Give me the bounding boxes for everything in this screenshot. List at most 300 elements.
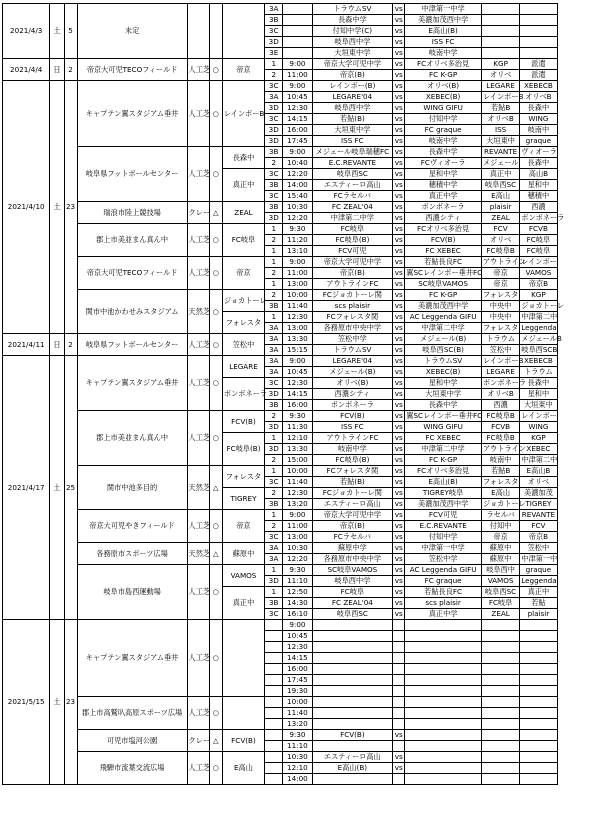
- referee-2-cell: 中津第二中: [521, 312, 558, 321]
- home-team-cell: 若鮎(B): [312, 114, 393, 125]
- referee-2-cell: KGP: [520, 290, 557, 301]
- kickoff-time-cell: 9:30: [283, 565, 312, 576]
- venue-name-cell: キャプテン翼スタジアム垂井: [77, 620, 187, 697]
- referee-2-cell: 中津第一中: [521, 554, 558, 563]
- vs-label: vs: [393, 4, 405, 15]
- referee-2-cell: レインボー: [521, 411, 557, 420]
- vs-label: [393, 642, 405, 653]
- kickoff-time-cell: 10:00: [283, 697, 312, 708]
- kickoff-time-cell: 15:15: [283, 345, 312, 356]
- referee-2-cell: 星和中: [520, 389, 557, 400]
- away-team-cell: 真正中学: [405, 191, 482, 202]
- referee-1-cell: 中央中: [481, 301, 519, 312]
- home-team-cell: FC岐阜(B): [312, 455, 393, 466]
- referee-2-cell: 中津第二中: [521, 455, 558, 464]
- kickoff-time-cell: 10:45: [283, 367, 312, 378]
- away-team-cell: [405, 774, 482, 785]
- away-team-cell: 付知中学: [405, 114, 482, 125]
- surface-cell: 人工芝: [187, 620, 209, 697]
- referee-2-cell: [520, 686, 557, 697]
- kickoff-time-cell: 12:30: [283, 642, 312, 653]
- vs-label: vs: [393, 576, 405, 587]
- host-team-cell: ボンボネーラ: [222, 378, 264, 411]
- referee-1-cell: [481, 686, 519, 697]
- vs-label: vs: [393, 235, 405, 246]
- home-team-cell: 各務原市中央中学: [312, 323, 393, 334]
- away-team-cell: 付知中学: [405, 532, 482, 543]
- away-team-cell: E高山(B): [405, 477, 482, 488]
- field-mark-cell: ○: [209, 224, 222, 257]
- away-team-cell: FC XEBEC: [405, 246, 482, 257]
- referee-1-cell: KGP: [481, 59, 519, 70]
- surface-cell: 人工芝: [187, 147, 209, 202]
- referee-2-cell: 笠松中: [520, 543, 557, 554]
- away-team-cell: [405, 686, 482, 697]
- field-mark-cell: ○: [209, 81, 222, 147]
- division-cell: 3A: [265, 554, 283, 565]
- kickoff-time-cell: 13:30: [283, 444, 312, 455]
- home-team-cell: [312, 686, 393, 697]
- referee-2-cell: 穂積中: [520, 191, 557, 202]
- division-cell: [265, 653, 283, 664]
- kickoff-time-cell: 12:30: [283, 378, 312, 389]
- division-cell: 3C: [265, 169, 283, 180]
- vs-label: vs: [393, 301, 405, 312]
- match-count-cell: 23: [64, 81, 77, 334]
- referee-2-cell: Leggenda: [521, 576, 557, 585]
- kickoff-time-cell: [283, 15, 312, 26]
- home-team-cell: FCジョカトーレ関: [312, 488, 393, 499]
- kickoff-time-cell: 12:20: [283, 169, 312, 180]
- table-row: [3, 4, 596, 15]
- field-mark-cell: ○: [209, 697, 222, 730]
- kickoff-time-cell: 14:30: [283, 598, 312, 609]
- division-cell: 1: [265, 224, 283, 235]
- kickoff-time-cell: 12:20: [283, 213, 312, 224]
- vs-label: vs: [393, 268, 405, 279]
- venue-name-cell: キャプテン翼スタジアム垂井: [77, 356, 187, 411]
- division-cell: 3D: [265, 136, 283, 147]
- referee-1-cell: オリベB: [481, 114, 519, 125]
- kickoff-time-cell: 9:00: [283, 81, 312, 92]
- referee-2-cell: [520, 26, 557, 37]
- vs-label: vs: [393, 279, 405, 290]
- home-team-cell: [312, 631, 393, 642]
- referee-2-cell: 帝京B: [520, 279, 557, 290]
- away-team-cell: 美濃加茂西中学: [405, 301, 482, 312]
- vs-label: vs: [393, 257, 405, 268]
- referee-1-cell: 帝京: [481, 279, 519, 290]
- division-cell: 3B: [265, 301, 283, 312]
- referee-2-cell: オリベB: [520, 92, 557, 103]
- host-team-cell: 帝京: [222, 257, 264, 290]
- referee-1-cell: E高山: [481, 488, 519, 499]
- division-cell: 2: [265, 235, 283, 246]
- vs-label: vs: [393, 752, 405, 763]
- referee-2-cell: [520, 620, 557, 631]
- kickoff-time-cell: 10:30: [283, 752, 312, 763]
- away-team-cell: [405, 741, 482, 752]
- home-team-cell: エスティーロ高山: [312, 499, 393, 510]
- home-team-cell: FC岐阜: [312, 224, 393, 235]
- venue-name-cell: 未定: [77, 4, 187, 59]
- referee-2-cell: メジェールB: [521, 334, 562, 343]
- kickoff-time-cell: 9:00: [283, 257, 312, 268]
- home-team-cell: 大垣東中学: [312, 125, 393, 136]
- kickoff-time-cell: 14:15: [283, 389, 312, 400]
- division-cell: 3D: [265, 125, 283, 136]
- division-cell: [265, 620, 283, 631]
- referee-2-cell: 長森中: [520, 103, 557, 114]
- referee-1-cell: LEGARE: [481, 81, 519, 92]
- home-team-cell: 中津第二中学: [312, 213, 393, 224]
- home-team-cell: ボンボネーラ: [312, 400, 393, 411]
- vs-label: [393, 719, 405, 730]
- division-cell: 1: [265, 587, 283, 598]
- referee-2-cell: トラウム: [520, 367, 557, 378]
- venue-name-cell: 帝京大可児TECOフィールド: [77, 257, 187, 290]
- referee-1-cell: E高山: [481, 191, 519, 202]
- referee-2-cell: FCVB: [520, 224, 557, 235]
- referee-1-cell: 笠松中: [481, 345, 519, 356]
- away-team-cell: 翼SCレインボー垂井FC: [406, 411, 483, 420]
- away-team-cell: 中津第一中学: [405, 4, 482, 15]
- home-team-cell: エスティーロ高山: [312, 180, 393, 191]
- division-cell: 1: [265, 466, 283, 477]
- kickoff-time-cell: 16:10: [283, 609, 312, 620]
- division-cell: 2: [265, 290, 283, 301]
- kickoff-time-cell: 11:40: [283, 301, 312, 312]
- referee-2-cell: 長森中: [520, 158, 557, 169]
- home-team-cell: [312, 675, 393, 686]
- referee-1-cell: [481, 719, 519, 730]
- referee-1-cell: 岐南中: [481, 455, 519, 466]
- vs-label: vs: [393, 224, 405, 235]
- home-team-cell: 西濃シティ: [312, 389, 393, 400]
- host-team-cell: FC岐阜: [222, 224, 264, 257]
- vs-label: vs: [393, 565, 405, 576]
- kickoff-time-cell: 13:20: [283, 499, 312, 510]
- kickoff-time-cell: 10:00: [283, 290, 312, 301]
- division-cell: 1: [265, 565, 283, 576]
- kickoff-time-cell: 9:00: [283, 147, 312, 158]
- host-team-cell: フォレスタ: [222, 312, 264, 334]
- away-team-cell: 穂積中学: [405, 180, 482, 191]
- vs-label: vs: [393, 37, 405, 48]
- host-team-cell: [222, 697, 264, 730]
- surface-cell: 天然芝: [187, 466, 209, 510]
- division-cell: 3C: [265, 477, 283, 488]
- venue-name-cell: 帝京大可児やきフィールド: [77, 510, 187, 543]
- division-cell: 2: [265, 158, 283, 169]
- referee-1-cell: [481, 664, 519, 675]
- table-row: [3, 565, 596, 576]
- weekday-cell: 土: [50, 356, 64, 620]
- host-team-cell: [222, 4, 264, 59]
- referee-1-cell: 帝京: [481, 532, 519, 543]
- kickoff-time-cell: 12:50: [283, 587, 312, 598]
- vs-label: vs: [393, 499, 405, 510]
- home-team-cell: トラウムSV: [312, 4, 393, 15]
- kickoff-time-cell: [283, 48, 312, 59]
- vs-label: vs: [393, 246, 405, 257]
- field-mark-cell: ○: [209, 257, 222, 290]
- host-team-cell: E高山: [222, 752, 264, 785]
- referee-1-cell: [481, 631, 519, 642]
- host-team-cell: 蘇原中: [222, 543, 264, 565]
- referee-1-cell: [481, 752, 519, 763]
- vs-label: [393, 675, 405, 686]
- home-team-cell: 蘇原中学: [312, 543, 393, 554]
- vs-label: [393, 774, 405, 785]
- referee-2-cell: 星和中: [520, 180, 557, 191]
- kickoff-time-cell: 16:00: [283, 125, 312, 136]
- home-team-cell: メジェール(B): [312, 367, 393, 378]
- kickoff-time-cell: 9:00: [283, 59, 312, 70]
- home-team-cell: FCV(B): [312, 730, 393, 741]
- vs-label: vs: [393, 411, 405, 422]
- vs-label: vs: [393, 15, 405, 26]
- referee-1-cell: [481, 15, 519, 26]
- division-cell: 3A: [265, 543, 283, 554]
- home-team-cell: [312, 697, 393, 708]
- referee-1-cell: [481, 48, 519, 59]
- home-team-cell: レインボー(B): [312, 81, 393, 92]
- home-team-cell: [312, 774, 393, 785]
- division-cell: 3C: [265, 26, 283, 37]
- division-cell: 3D: [265, 213, 283, 224]
- referee-1-cell: plaisir: [481, 202, 519, 213]
- table-row: [3, 543, 596, 554]
- vs-label: vs: [393, 92, 405, 103]
- vs-label: vs: [393, 70, 405, 81]
- division-cell: 2: [265, 411, 283, 422]
- home-team-cell: FCV(B): [312, 411, 393, 422]
- table-row: [3, 147, 596, 158]
- kickoff-time-cell: 10:30: [283, 202, 312, 213]
- kickoff-time-cell: 12:20: [283, 554, 312, 565]
- vs-label: vs: [393, 598, 405, 609]
- referee-2-cell: [520, 763, 557, 774]
- kickoff-time-cell: 13:00: [283, 532, 312, 543]
- vs-label: [393, 631, 405, 642]
- vs-label: vs: [393, 554, 405, 565]
- table-row: [3, 290, 596, 301]
- division-cell: 1: [265, 59, 283, 70]
- away-team-cell: [405, 719, 482, 730]
- home-team-cell: FCジョカトーレ関: [312, 290, 393, 301]
- match-count-cell: 2: [64, 334, 77, 356]
- away-team-cell: 大垣東中学: [405, 389, 482, 400]
- home-team-cell: SC岐阜VAMOS: [312, 565, 393, 576]
- away-team-cell: [405, 697, 482, 708]
- away-team-cell: [405, 653, 482, 664]
- division-cell: 3A: [265, 345, 283, 356]
- kickoff-time-cell: 15:00: [283, 455, 312, 466]
- referee-2-cell: 岐阜西SCB: [521, 345, 558, 354]
- vs-label: vs: [393, 59, 405, 70]
- kickoff-time-cell: [283, 37, 312, 48]
- vs-label: vs: [393, 213, 405, 224]
- referee-2-cell: plaisir: [520, 609, 557, 620]
- division-cell: 3B: [265, 180, 283, 191]
- referee-2-cell: Leggenda: [521, 323, 557, 332]
- referee-2-cell: 派遣: [520, 70, 557, 81]
- home-team-cell: 帝京(B): [312, 70, 393, 81]
- division-cell: 1: [265, 246, 283, 257]
- vs-label: vs: [393, 532, 405, 543]
- home-team-cell: ISS FC: [312, 422, 393, 433]
- kickoff-time-cell: 16:00: [283, 664, 312, 675]
- field-mark-cell: ○: [209, 620, 222, 697]
- home-team-cell: [312, 664, 393, 675]
- kickoff-time-cell: [283, 26, 312, 37]
- schedule-sheet: [2, 3, 596, 785]
- vs-label: vs: [393, 543, 405, 554]
- kickoff-time-cell: 11:10: [283, 576, 312, 587]
- home-team-cell: 帝京大学可児中学: [312, 257, 393, 268]
- home-team-cell: FCV可児: [312, 246, 393, 257]
- table-row: [3, 81, 596, 92]
- vs-label: vs: [393, 389, 405, 400]
- referee-1-cell: ZEAL: [481, 213, 519, 224]
- referee-2-cell: ボンボネーラ: [521, 213, 565, 222]
- referee-1-cell: 帝京: [481, 268, 519, 279]
- division-cell: 3D: [265, 389, 283, 400]
- home-team-cell: [312, 642, 393, 653]
- referee-1-cell: [481, 730, 519, 741]
- referee-1-cell: FCV: [481, 224, 519, 235]
- kickoff-time-cell: 16:00: [283, 400, 312, 411]
- referee-2-cell: [520, 631, 557, 642]
- referee-2-cell: [520, 708, 557, 719]
- home-team-cell: [312, 653, 393, 664]
- referee-2-cell: graque: [520, 565, 557, 576]
- away-team-cell: 岐南中学: [405, 48, 482, 59]
- home-team-cell: FC ZEAL'04: [312, 598, 393, 609]
- referee-1-cell: 大垣東中: [481, 136, 519, 147]
- referee-1-cell: 西濃: [481, 400, 519, 411]
- division-cell: 3D: [265, 103, 283, 114]
- kickoff-time-cell: 11:00: [283, 70, 312, 81]
- host-team-cell: レインボーB: [222, 81, 264, 147]
- division-cell: 3A: [265, 356, 283, 367]
- vs-label: vs: [393, 180, 405, 191]
- vs-label: vs: [393, 433, 405, 444]
- home-team-cell: エスティーロ高山: [312, 752, 393, 763]
- surface-cell: 人工芝: [187, 257, 209, 290]
- division-cell: 2: [265, 70, 283, 81]
- away-team-cell: WING GIFU: [405, 103, 482, 114]
- away-team-cell: WING GIFU: [405, 422, 482, 433]
- vs-label: vs: [393, 378, 405, 389]
- vs-label: vs: [393, 81, 405, 92]
- referee-1-cell: FC岐阜: [481, 598, 519, 609]
- referee-2-cell: WING: [520, 422, 557, 433]
- home-team-cell: 岐阜西中学: [312, 37, 393, 48]
- home-team-cell: FCフォレスタ関: [312, 466, 393, 477]
- referee-1-cell: フォレスタ: [482, 290, 519, 299]
- table-row: [3, 510, 596, 521]
- referee-1-cell: [481, 708, 519, 719]
- kickoff-time-cell: 12:30: [283, 488, 312, 499]
- referee-1-cell: 岐阜西SC: [481, 587, 519, 598]
- home-team-cell: 岐阜西中学: [312, 103, 393, 114]
- weekday-cell: 土: [50, 81, 64, 334]
- kickoff-time-cell: 17:45: [283, 675, 312, 686]
- away-team-cell: FC graque: [405, 576, 482, 587]
- away-team-cell: FCヴィオーラ: [405, 158, 482, 169]
- surface-cell: 人工芝: [187, 81, 209, 147]
- away-team-cell: 星和中学: [405, 169, 482, 180]
- vs-label: vs: [393, 510, 405, 521]
- referee-2-cell: WING: [520, 114, 557, 125]
- home-team-cell: 大垣東中学: [312, 48, 393, 59]
- home-team-cell: FCフォレスタ関: [312, 312, 393, 323]
- surface-cell: 人工芝: [187, 411, 209, 466]
- referee-2-cell: ジョカトーレ: [521, 301, 565, 310]
- match-count-cell: 5: [64, 4, 77, 59]
- referee-1-cell: フォレスタ: [482, 477, 519, 486]
- away-team-cell: AC Leggenda GIFU: [405, 312, 482, 323]
- referee-2-cell: FC岐阜: [520, 235, 557, 246]
- match-count-cell: 2: [64, 59, 77, 81]
- referee-2-cell: 真正中: [520, 587, 557, 598]
- division-cell: [265, 752, 283, 763]
- kickoff-time-cell: 11:00: [283, 268, 312, 279]
- referee-2-cell: [520, 48, 557, 59]
- away-team-cell: [405, 620, 482, 631]
- away-team-cell: [405, 763, 482, 774]
- referee-1-cell: 真正中: [481, 169, 519, 180]
- field-mark-cell: [209, 4, 222, 59]
- away-team-cell: AC Leggenda GIFU: [405, 565, 482, 576]
- kickoff-time-cell: 13:20: [283, 719, 312, 730]
- vs-label: vs: [393, 136, 405, 147]
- vs-label: vs: [393, 455, 405, 466]
- home-team-cell: [312, 708, 393, 719]
- division-cell: [265, 763, 283, 774]
- vs-label: vs: [393, 345, 405, 356]
- division-cell: 3B: [265, 15, 283, 26]
- venue-name-cell: 郡上市美並まん真ん中: [77, 224, 187, 257]
- away-team-cell: 中津第二中学: [405, 323, 482, 334]
- division-cell: 3B: [265, 202, 283, 213]
- vs-label: [393, 620, 405, 631]
- field-mark-cell: ○: [209, 356, 222, 411]
- vs-label: vs: [393, 609, 405, 620]
- away-team-cell: FC XEBEC: [405, 433, 482, 444]
- venue-name-cell: 岐阜県フットボールセンター: [77, 147, 187, 202]
- away-team-cell: FCV(B): [405, 235, 482, 246]
- weekday-cell: 土: [50, 4, 64, 59]
- vs-label: vs: [393, 290, 405, 301]
- table-row: [3, 334, 596, 345]
- referee-2-cell: KGP: [520, 433, 557, 444]
- referee-1-cell: [481, 741, 519, 752]
- field-mark-cell: ○: [209, 334, 222, 356]
- division-cell: 3A: [265, 92, 283, 103]
- referee-1-cell: 岐阜西中: [481, 565, 519, 576]
- away-team-cell: 若鮎長良FC: [405, 587, 482, 598]
- vs-label: vs: [393, 158, 405, 169]
- referee-2-cell: [520, 675, 557, 686]
- field-mark-cell: ○: [209, 147, 222, 202]
- vs-label: vs: [393, 312, 405, 323]
- away-team-cell: [405, 642, 482, 653]
- kickoff-time-cell: 9:30: [283, 411, 312, 422]
- referee-2-cell: [520, 719, 557, 730]
